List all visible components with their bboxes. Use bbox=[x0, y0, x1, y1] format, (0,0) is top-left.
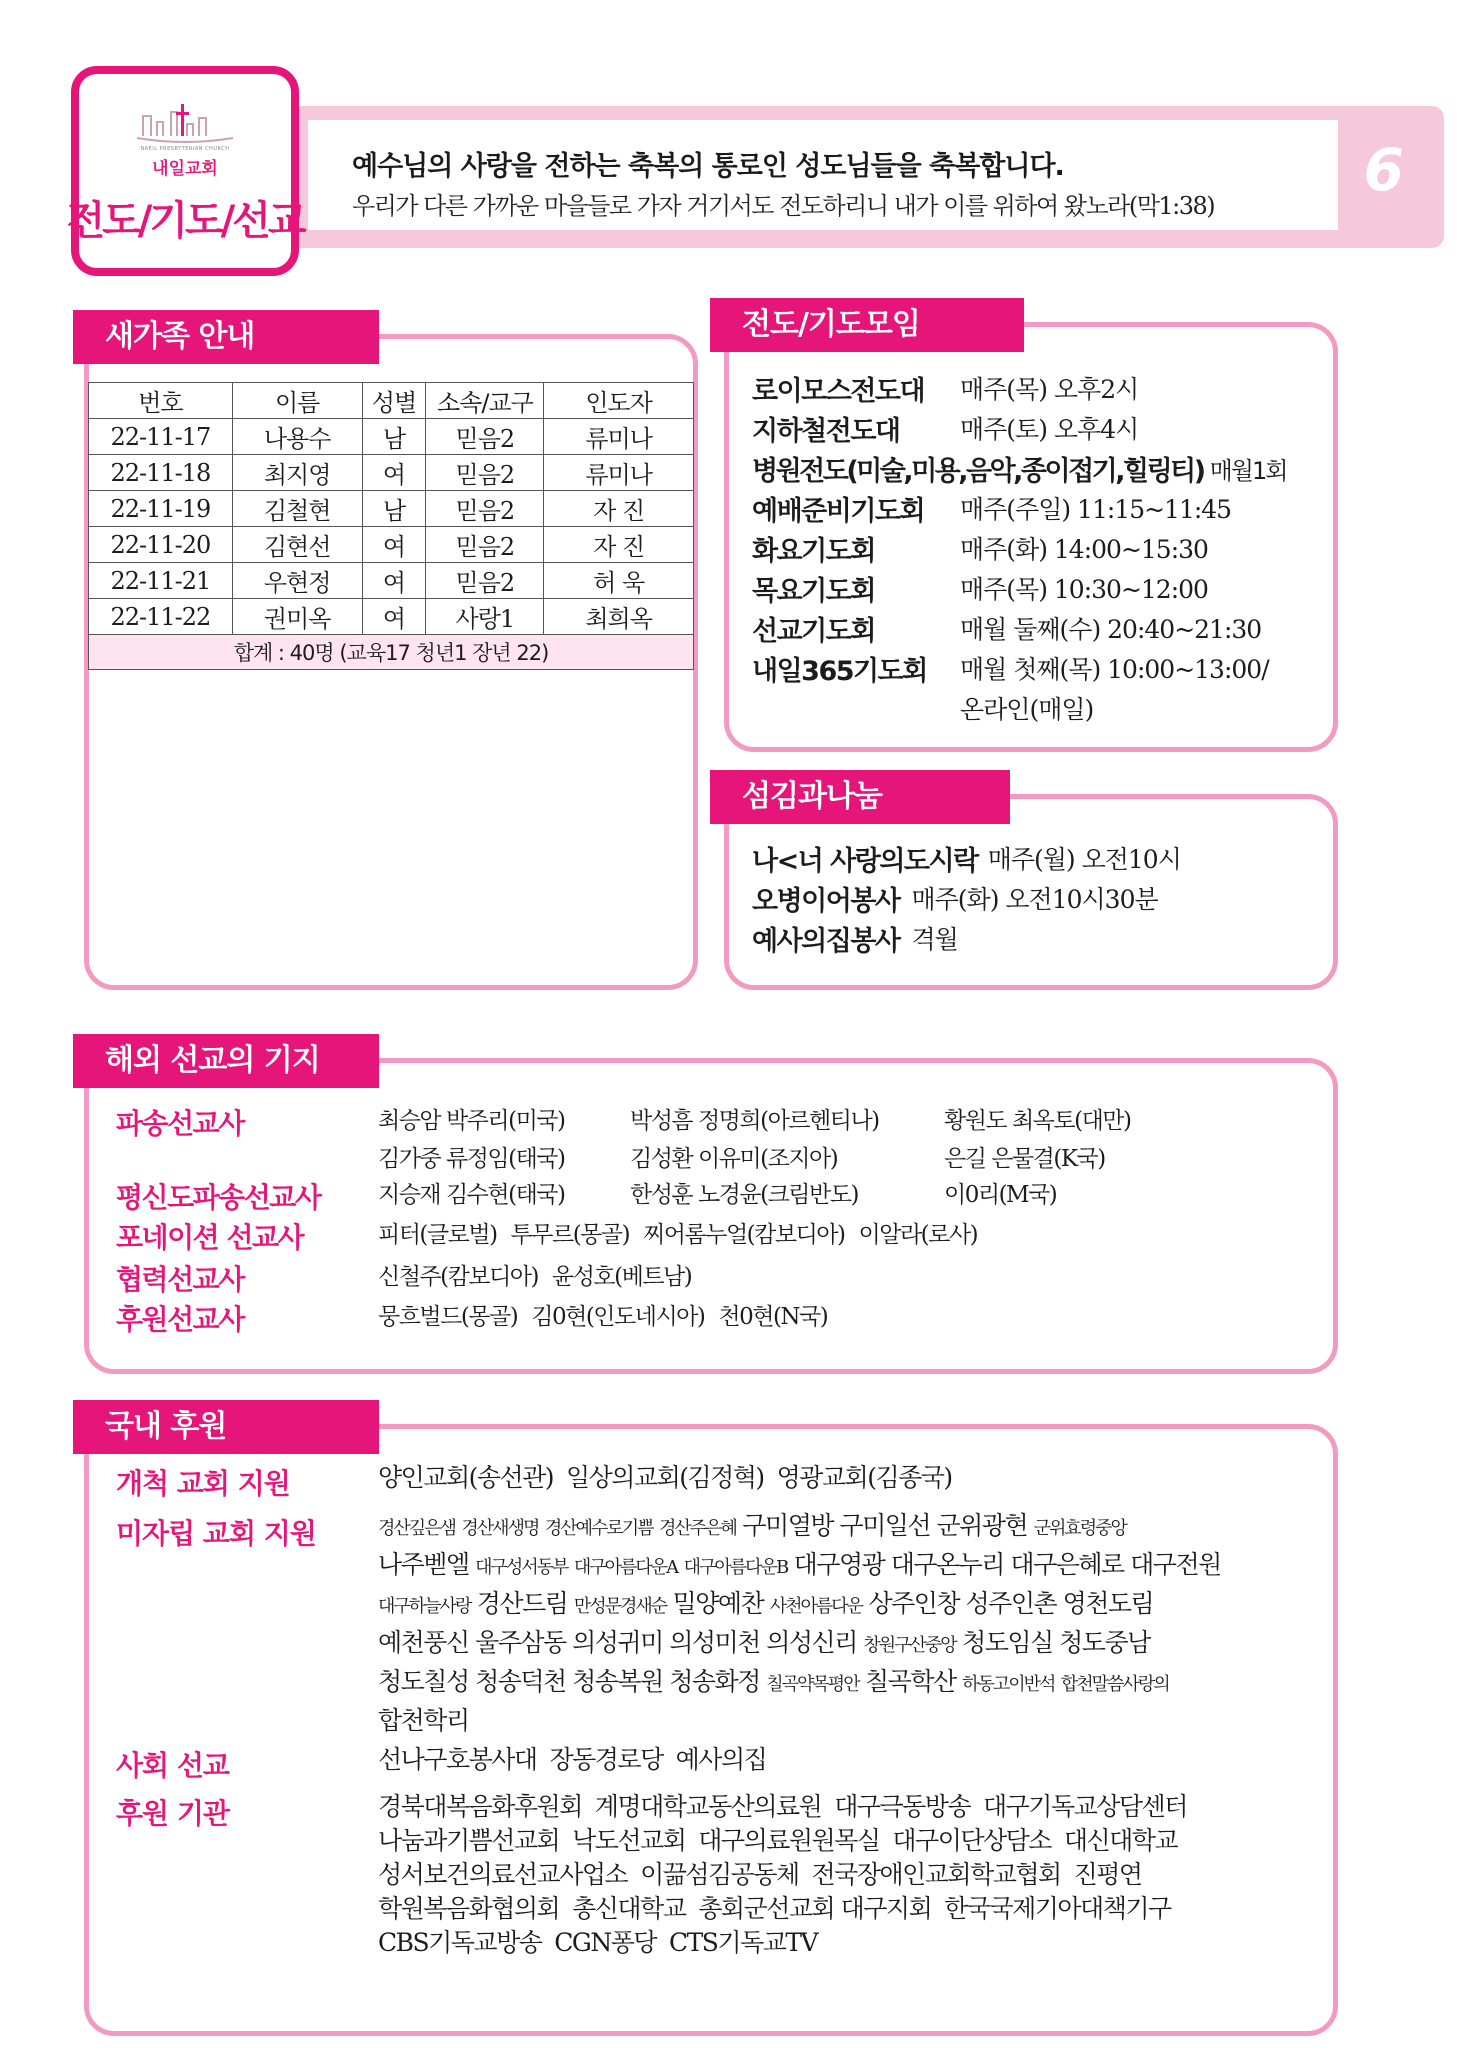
mission-category: 후원선교사 bbox=[116, 1303, 244, 1336]
church-item: 만성문경새순 bbox=[573, 1596, 667, 1617]
church-item: 경산드림 bbox=[476, 1589, 568, 1618]
cell-name: 김철현 bbox=[232, 491, 362, 527]
list-item bbox=[752, 608, 1322, 648]
church-logo-box bbox=[66, 66, 304, 276]
list-item bbox=[752, 368, 1322, 408]
column-header: 소속/교구 bbox=[426, 383, 544, 419]
missionary: 투무르(몽골) bbox=[510, 1222, 630, 1248]
sponsor-item: CTS기독교TV bbox=[668, 1928, 818, 1957]
mission-category: 협력선교사 bbox=[116, 1263, 244, 1296]
church-item: 대구하늘사랑 bbox=[378, 1596, 471, 1617]
church-item: 밀양예찬 bbox=[672, 1589, 764, 1618]
mission-category: 파송선교사 bbox=[116, 1107, 244, 1140]
meeting-name: 화요기도회 bbox=[752, 535, 875, 567]
missionary: 피터(글로벌) bbox=[378, 1222, 497, 1248]
logo-english-name: NAEIL PRESBYTERIAN CHURCH bbox=[140, 146, 230, 152]
church-item: 의성신리 bbox=[766, 1628, 857, 1657]
domestic-support-label: 국내 후원 bbox=[73, 1400, 379, 1454]
prayer-meetings-list bbox=[752, 368, 1322, 728]
meeting-time: 매월 둘째(수) 20:40~21:30 bbox=[960, 615, 1262, 644]
sponsor-item: 한국국제기아대책기구 bbox=[944, 1894, 1171, 1923]
cell-guide: 허 욱 bbox=[544, 563, 694, 599]
sponsor-item: 경북대복음화후원회 bbox=[378, 1792, 582, 1821]
church-item: 일상의교회(김정혁) bbox=[565, 1463, 764, 1492]
meeting-time-continued: 온라인(매일) bbox=[960, 695, 1094, 724]
missionary: 한성훈 노경윤(크림반도) bbox=[630, 1182, 858, 1208]
church-item: 구미일선 bbox=[839, 1511, 931, 1540]
missionary: 최승암 박주리(미국) bbox=[378, 1108, 565, 1134]
missionary: 이0리(M국) bbox=[944, 1182, 1057, 1208]
organization-item: 선나구호봉사대 bbox=[378, 1745, 537, 1774]
cell-guide: 류미나 bbox=[544, 419, 694, 455]
cell-name: 김현선 bbox=[232, 527, 362, 563]
column-header: 인도자 bbox=[544, 383, 694, 419]
list-item bbox=[752, 528, 1322, 568]
organization-item: 예사의집 bbox=[675, 1745, 767, 1774]
sponsor-item: 낙도선교회 bbox=[572, 1826, 686, 1855]
church-item: 하동고이반석 bbox=[962, 1674, 1055, 1695]
missionary: 김가중 류정임(태국) bbox=[378, 1146, 565, 1172]
sponsor-item: 총신대학교 bbox=[572, 1894, 686, 1923]
list-item bbox=[752, 448, 1322, 488]
list-item bbox=[752, 878, 1322, 918]
church-item: 의성귀미 bbox=[572, 1628, 663, 1657]
church-item: 경산예수로기쁨 bbox=[544, 1518, 653, 1539]
column-header: 번호 bbox=[89, 383, 233, 419]
church-item: 상주인창 bbox=[868, 1589, 960, 1618]
church-item: 영천도림 bbox=[1062, 1589, 1154, 1618]
church-item: 청도칠성 bbox=[378, 1667, 469, 1696]
cell-guide: 자 진 bbox=[544, 527, 694, 563]
church-item: 합천학리 bbox=[378, 1706, 469, 1735]
meeting-time: 매월 첫째(목) 10:00~13:00/ bbox=[960, 655, 1269, 684]
table-row bbox=[89, 563, 694, 599]
missionary: 이알라(로사) bbox=[858, 1222, 978, 1248]
table-row bbox=[89, 599, 694, 635]
missionary: 김성환 이유미(조지아) bbox=[630, 1146, 838, 1172]
table-row bbox=[89, 491, 694, 527]
church-logo-icon bbox=[135, 102, 235, 144]
sponsor-line bbox=[378, 1790, 1318, 1824]
sponsor-item: CBS기독교방송 bbox=[378, 1928, 542, 1957]
church-item: 경산새생명 bbox=[461, 1518, 539, 1539]
missionary: 뭉흐벌드(몽골) bbox=[378, 1304, 518, 1330]
church-line bbox=[378, 1625, 1318, 1664]
meeting-time: 매주(토) 오후4시 bbox=[960, 415, 1139, 444]
service-time: 격월 bbox=[911, 925, 958, 954]
cell-gender: 남 bbox=[362, 419, 426, 455]
missionary: 김0현(인도네시아) bbox=[531, 1304, 705, 1330]
church-line bbox=[378, 1508, 1318, 1547]
church-item: 사천아름다운 bbox=[769, 1596, 863, 1617]
church-item: 울주삼동 bbox=[475, 1628, 566, 1657]
church-item: 대구성서동부 bbox=[475, 1557, 568, 1578]
cell-guide: 자 진 bbox=[544, 491, 694, 527]
list-item bbox=[752, 488, 1322, 528]
church-item: 군위효령중앙 bbox=[1033, 1518, 1126, 1539]
sponsor-item: 전국장애인교회학교협회 bbox=[811, 1860, 1061, 1889]
cell-group: 믿음2 bbox=[426, 563, 544, 599]
church-item: 군위광현 bbox=[936, 1511, 1028, 1540]
sponsor-item: 이끎섬김공동체 bbox=[640, 1860, 799, 1889]
service-name: 오병이어봉사 bbox=[752, 885, 900, 917]
meeting-name: 병원전도(미술,미용,음악,종이접기,힐링티) bbox=[752, 455, 1204, 487]
mission-category: 평신도파송선교사 bbox=[116, 1181, 321, 1214]
prayer-meetings-label: 전도/기도모임 bbox=[710, 298, 1024, 352]
church-item: 경산깊은샘 bbox=[378, 1518, 455, 1539]
sponsor-item: 학원복음화협의회 bbox=[378, 1894, 560, 1923]
meeting-time: 매주(주일) 11:15~11:45 bbox=[960, 495, 1232, 524]
missionary: 신철주(캄보디아) bbox=[378, 1264, 538, 1290]
cell-name: 권미옥 bbox=[232, 599, 362, 635]
header-banner bbox=[296, 106, 1444, 248]
list-item bbox=[752, 408, 1322, 448]
sponsor-line bbox=[378, 1824, 1318, 1858]
church-item: 창원구산중앙 bbox=[863, 1635, 956, 1656]
table-total-row bbox=[89, 635, 694, 670]
pioneer-church-list bbox=[378, 1460, 1318, 1496]
church-item: 의성미천 bbox=[669, 1628, 760, 1657]
church-item: 구미열방 bbox=[742, 1511, 833, 1540]
church-item: 청도중남 bbox=[1059, 1628, 1150, 1657]
sponsor-category: 후원 기관 bbox=[116, 1797, 229, 1830]
cell-gender: 여 bbox=[362, 455, 426, 491]
table-row bbox=[89, 455, 694, 491]
cell-gender: 여 bbox=[362, 599, 426, 635]
church-item: 나주벧엘 bbox=[378, 1550, 469, 1579]
page-number: 6 bbox=[1363, 136, 1404, 204]
sponsor-item: CGN퐁당 bbox=[554, 1928, 657, 1957]
sponsor-line bbox=[378, 1858, 1318, 1892]
section-title: 전도/기도/선교 bbox=[66, 198, 304, 244]
cell-group: 사랑1 bbox=[426, 599, 544, 635]
social-mission-list bbox=[378, 1742, 1318, 1778]
missionary: 은길 은물결(K국) bbox=[944, 1146, 1105, 1172]
church-item: 성주인촌 bbox=[965, 1589, 1057, 1618]
sponsor-item: 대구기독교상담센터 bbox=[983, 1792, 1187, 1821]
church-line bbox=[378, 1703, 1318, 1739]
sponsor-item: 총회군선교회 대구지회 bbox=[698, 1894, 932, 1923]
meeting-name: 목요기도회 bbox=[752, 575, 875, 607]
cell-number: 22-11-21 bbox=[89, 563, 233, 599]
cell-number: 22-11-19 bbox=[89, 491, 233, 527]
church-item: 예천풍신 bbox=[378, 1628, 469, 1657]
missionary: 지승재 김수현(태국) bbox=[378, 1182, 565, 1208]
church-item: 경산주은혜 bbox=[658, 1518, 736, 1539]
cell-name: 나용수 bbox=[232, 419, 362, 455]
church-line bbox=[378, 1547, 1318, 1586]
missionary: 찌어롬누얼(캄보디아) bbox=[643, 1222, 845, 1248]
missionary: 천0현(N국) bbox=[718, 1304, 828, 1330]
new-family-table bbox=[88, 382, 694, 670]
service-name: 예사의집봉사 bbox=[752, 925, 900, 957]
cell-number: 22-11-17 bbox=[89, 419, 233, 455]
sponsor-item: 계명대학교동산의료원 bbox=[594, 1792, 822, 1821]
meeting-name: 지하철전도대 bbox=[752, 415, 900, 447]
mission-people bbox=[378, 1176, 1056, 1209]
sponsor-item: 대구이단상담소 bbox=[892, 1826, 1051, 1855]
church-item: 청송화정 bbox=[669, 1667, 760, 1696]
cell-group: 믿음2 bbox=[426, 491, 544, 527]
cell-number: 22-11-18 bbox=[89, 455, 233, 491]
meeting-time: 매주(목) 오후2시 bbox=[960, 375, 1139, 404]
sponsor-item: 대구극동방송 bbox=[834, 1792, 971, 1821]
church-line bbox=[378, 1586, 1318, 1625]
unestablished-church-category: 미자립 교회 지원 bbox=[116, 1517, 316, 1550]
service-time: 매주(월) 오전10시 bbox=[987, 845, 1181, 874]
pioneer-church-category: 개척 교회 지원 bbox=[116, 1467, 290, 1500]
church-item: 대구전원 bbox=[1130, 1550, 1221, 1579]
church-item: 칠곡약목평안 bbox=[766, 1674, 859, 1695]
cell-number: 22-11-20 bbox=[89, 527, 233, 563]
cell-group: 믿음2 bbox=[426, 455, 544, 491]
meeting-name: 선교기도회 bbox=[752, 615, 875, 647]
cell-group: 믿음2 bbox=[426, 419, 544, 455]
cell-gender: 남 bbox=[362, 491, 426, 527]
total-summary: 합계 : 40명 (교육17 청년1 장년 22) bbox=[89, 635, 694, 670]
service-list bbox=[752, 838, 1322, 958]
mission-people bbox=[378, 1140, 1105, 1173]
mission-people bbox=[378, 1216, 977, 1249]
meeting-name: 로이모스전도대 bbox=[752, 375, 925, 407]
church-item: 대구온누리 bbox=[890, 1550, 1004, 1579]
church-item: 청도임실 bbox=[962, 1628, 1053, 1657]
meeting-name: 예배준비기도회 bbox=[752, 495, 925, 527]
social-mission-category: 사회 선교 bbox=[116, 1749, 229, 1782]
sponsor-list bbox=[378, 1790, 1318, 1960]
cell-gender: 여 bbox=[362, 527, 426, 563]
church-item: 대구은혜로 bbox=[1010, 1550, 1124, 1579]
column-header: 성별 bbox=[362, 383, 426, 419]
meeting-time: 매주(목) 10:30~12:00 bbox=[960, 575, 1208, 604]
church-item: 청송복원 bbox=[572, 1667, 663, 1696]
table-header-row bbox=[89, 383, 694, 419]
service-time: 매주(화) 오전10시30분 bbox=[911, 885, 1158, 914]
church-item: 청송덕천 bbox=[475, 1667, 566, 1696]
sponsor-item: 대신대학교 bbox=[1063, 1826, 1178, 1855]
church-item: 영광교회(김종국) bbox=[776, 1463, 952, 1492]
table-row bbox=[89, 527, 694, 563]
list-item bbox=[752, 648, 1322, 688]
church-item: 합천말씀사랑의 bbox=[1060, 1674, 1169, 1695]
church-item: 대구영광 bbox=[793, 1550, 885, 1579]
mission-category: 포네이션 선교사 bbox=[116, 1221, 304, 1254]
cell-number: 22-11-22 bbox=[89, 599, 233, 635]
banner-text-area bbox=[308, 120, 1338, 230]
church-line bbox=[378, 1664, 1318, 1703]
sponsor-line bbox=[378, 1892, 1318, 1926]
table-row bbox=[89, 419, 694, 455]
meeting-time: 매주(화) 14:00~15:30 bbox=[960, 535, 1208, 564]
mission-people bbox=[378, 1102, 1131, 1135]
new-family-label: 새가족 안내 bbox=[73, 310, 379, 364]
service-label: 섬김과나눔 bbox=[710, 770, 1010, 824]
missionary: 윤성호(베트남) bbox=[551, 1264, 692, 1290]
organization-item: 장동경로당 bbox=[549, 1745, 663, 1774]
service-name: 나<너 사랑의도시락 bbox=[752, 845, 978, 877]
mission-people bbox=[378, 1258, 691, 1291]
sponsor-item: 성서보건의료선교사업소 bbox=[378, 1860, 628, 1889]
church-item: 대구아름다운A bbox=[573, 1557, 678, 1578]
church-item: 양인교회(송선관) bbox=[378, 1463, 554, 1492]
church-item: 대구아름다운B bbox=[683, 1557, 788, 1578]
overseas-mission-label: 해외 선교의 기지 bbox=[73, 1034, 379, 1088]
banner-bible-verse: 우리가 다른 가까운 마을들로 가자 거기서도 전도하리니 내가 이를 위하여 왔노라(막1:38) bbox=[352, 192, 1215, 220]
banner-main-line: 예수님의 사랑을 전하는 축복의 통로인 성도님들을 축복합니다. bbox=[352, 151, 1064, 182]
logo-church-name: 내일교회 bbox=[152, 159, 218, 179]
meeting-time: 매월1회 bbox=[1209, 456, 1287, 485]
missionary: 박성흠 정명희(아르헨티나) bbox=[630, 1108, 879, 1134]
list-item bbox=[752, 568, 1322, 608]
cell-gender: 여 bbox=[362, 563, 426, 599]
cell-name: 최지영 bbox=[232, 455, 362, 491]
sponsor-item: 대구의료원원목실 bbox=[698, 1826, 880, 1855]
meeting-name: 내일365기도회 bbox=[752, 655, 927, 687]
cell-name: 우현정 bbox=[232, 563, 362, 599]
sponsor-item: 나눔과기쁨선교회 bbox=[378, 1826, 560, 1855]
sponsor-item: 진평연 bbox=[1073, 1860, 1142, 1889]
cell-guide: 최희옥 bbox=[544, 599, 694, 635]
list-item-continuation bbox=[752, 688, 1322, 728]
list-item bbox=[752, 918, 1322, 958]
cell-guide: 류미나 bbox=[544, 455, 694, 491]
cell-group: 믿음2 bbox=[426, 527, 544, 563]
church-item: 칠곡학산 bbox=[865, 1667, 956, 1696]
unestablished-church-list bbox=[378, 1508, 1318, 1739]
sponsor-line bbox=[378, 1926, 1318, 1960]
column-header: 이름 bbox=[232, 383, 362, 419]
mission-people bbox=[378, 1298, 827, 1331]
list-item bbox=[752, 838, 1322, 878]
missionary: 황원도 최옥토(대만) bbox=[944, 1108, 1131, 1134]
